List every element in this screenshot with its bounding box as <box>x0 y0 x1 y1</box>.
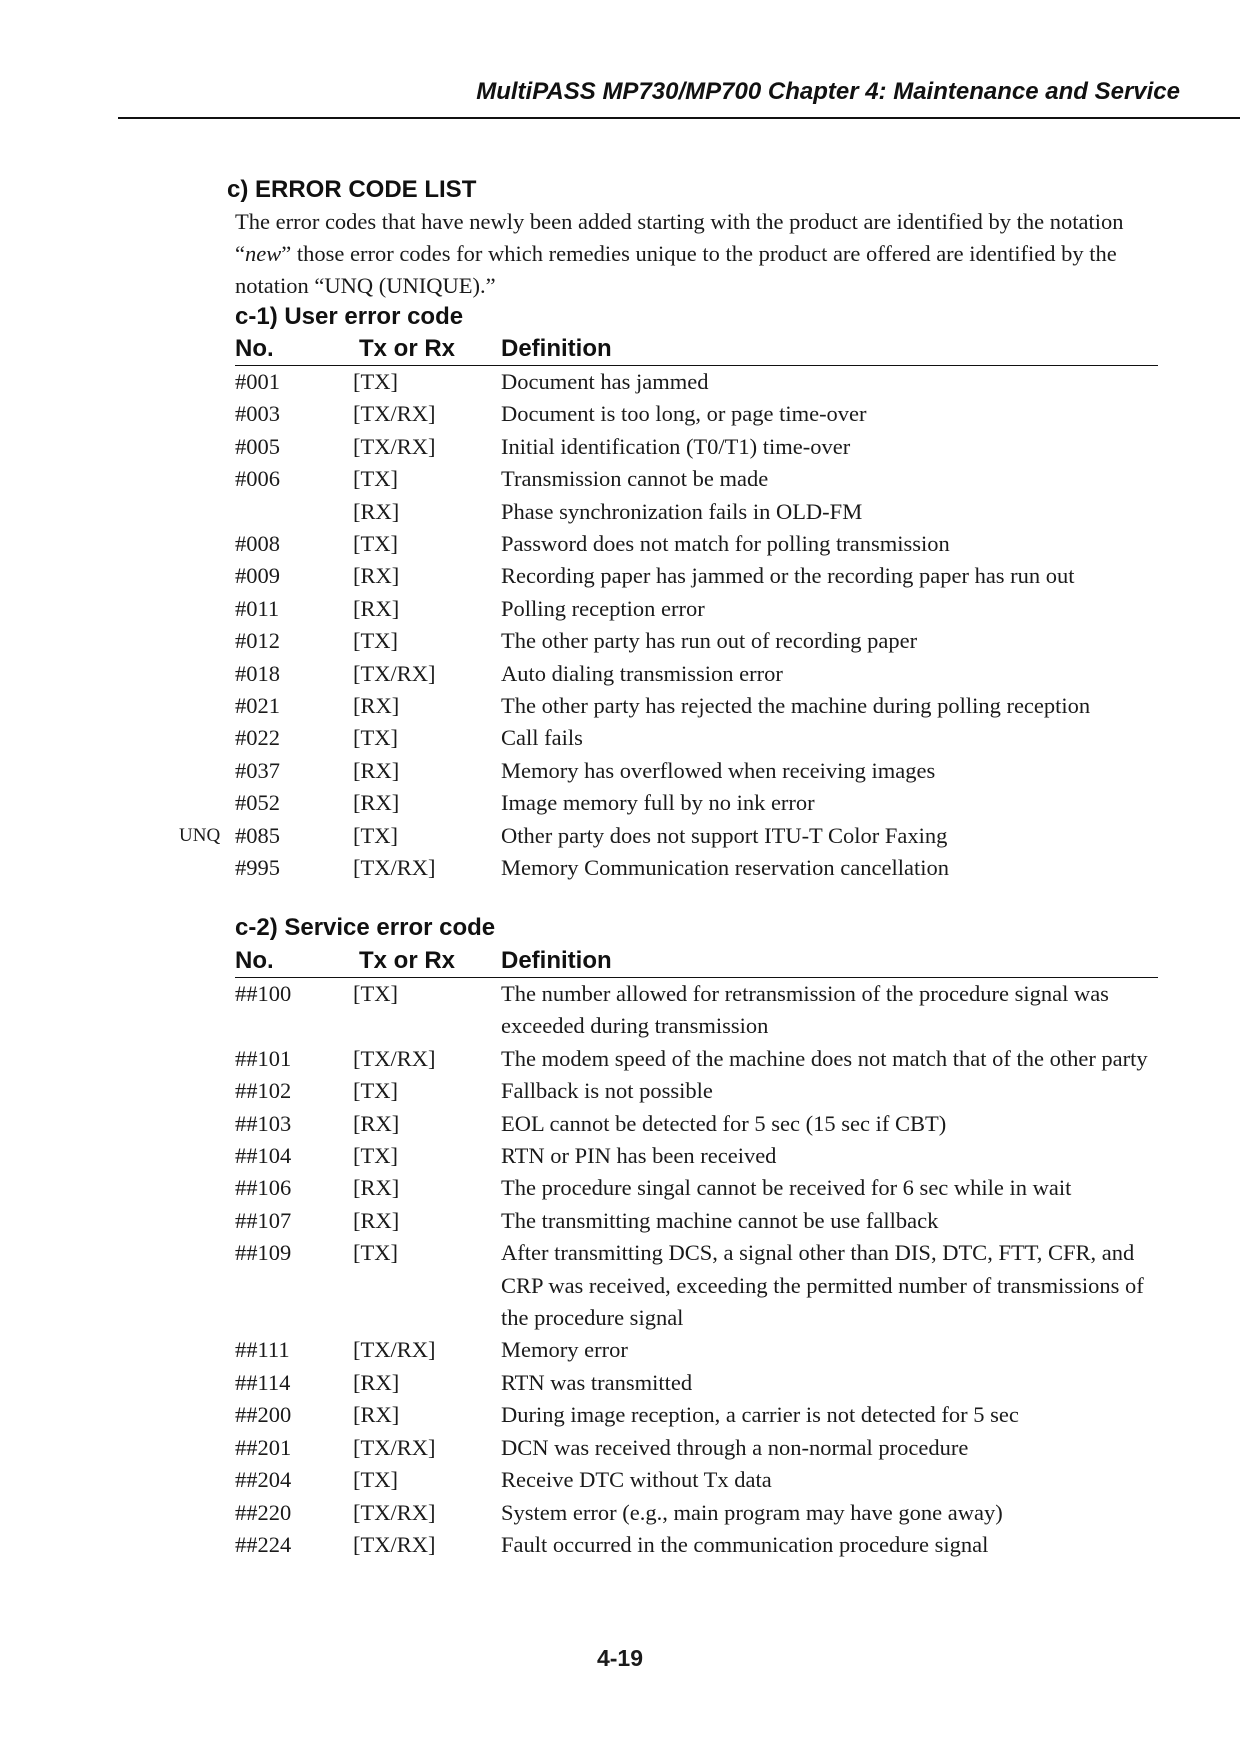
error-code: #012 <box>235 628 280 654</box>
error-definition: The other party has run out of recording paper <box>501 628 918 654</box>
table-row <box>235 1237 1158 1334</box>
error-code: #011 <box>235 595 280 621</box>
intro-text-end: ” those error codes for which remedies unique to the product are offered are identified by the notation “UNQ (UNIQUE).” <box>235 241 1117 298</box>
page-number: 4-19 <box>596 1645 644 1671</box>
table-row <box>235 852 1158 884</box>
table-row <box>235 978 1158 1043</box>
error-definition: EOL cannot be detected for 5 sec (15 sec if CBT) <box>501 1110 947 1136</box>
tx-rx-value: [RX] <box>353 1207 400 1233</box>
error-code: ##100 <box>235 981 292 1006</box>
tx-rx-value: [RX] <box>353 790 400 816</box>
error-code: ##114 <box>235 1369 291 1395</box>
error-definition: The number allowed for retransmission of the procedure signal was exceeded during transmission <box>501 981 1109 1039</box>
user-error-heading: c-1) User error code <box>235 303 464 330</box>
table-row <box>235 1432 1158 1464</box>
tx-rx-value: [TX] <box>353 369 398 394</box>
error-definition: RTN was transmitted <box>501 1369 693 1395</box>
error-definition: System error (e.g., main program may have gone away) <box>501 1499 1003 1525</box>
error-definition: The procedure singal cannot be received for 6 sec while in wait <box>501 1175 1072 1201</box>
table-row <box>235 593 1158 625</box>
table-row <box>235 463 1158 495</box>
error-definition: The modem speed of the machine does not match that of the other party <box>501 1045 1148 1071</box>
table-row <box>235 398 1158 430</box>
error-code: ##107 <box>235 1207 292 1233</box>
table-row <box>235 722 1158 754</box>
table-row <box>235 787 1158 819</box>
table-row <box>235 1399 1158 1431</box>
error-definition: The transmitting machine cannot be use fallback <box>501 1207 939 1233</box>
error-definition: During image reception, a carrier is not detected for 5 sec <box>501 1402 1019 1428</box>
error-definition: Memory has overflowed when receiving images <box>501 757 936 783</box>
column-header-definition: Definition <box>501 335 612 362</box>
table-row <box>235 496 1158 528</box>
error-definition: Recording paper has jammed or the recording paper has run out <box>501 563 1075 589</box>
tx-rx-value: [TX/RX] <box>353 1337 436 1363</box>
error-code: ##106 <box>235 1175 292 1201</box>
error-code: ##220 <box>235 1499 292 1525</box>
error-code: ##104 <box>235 1143 292 1169</box>
error-code: #009 <box>235 563 280 589</box>
error-code: ##200 <box>235 1402 292 1428</box>
table-row <box>235 1108 1158 1140</box>
table-row <box>235 1205 1158 1237</box>
error-definition: Phase synchronization fails in OLD-FM <box>501 498 863 524</box>
tx-rx-value: [TX] <box>353 466 398 492</box>
section-heading: c) ERROR CODE LIST <box>227 176 477 203</box>
header-divider <box>118 117 1240 119</box>
error-definition: Auto dialing transmission error <box>501 660 783 686</box>
tx-rx-value: [RX] <box>353 1402 400 1428</box>
row-marker: UNQ <box>179 824 221 846</box>
error-code: ##109 <box>235 1240 292 1266</box>
tx-rx-value: [RX] <box>353 757 400 783</box>
error-code: ##224 <box>235 1531 292 1557</box>
error-definition: RTN or PIN has been received <box>501 1143 777 1169</box>
tx-rx-value: [TX/RX] <box>353 1045 436 1071</box>
user-error-table-header <box>235 333 1158 366</box>
service-error-rows <box>235 978 1158 1561</box>
error-definition: Polling reception error <box>501 595 705 621</box>
intro-new-term: new <box>245 241 282 266</box>
service-error-table-header <box>235 945 1158 978</box>
tx-rx-value: [TX/RX] <box>353 1499 436 1525</box>
tx-rx-value: [TX] <box>353 1143 398 1169</box>
error-code: ##102 <box>235 1078 292 1104</box>
error-code: #085 <box>235 822 280 848</box>
tx-rx-value: [RX] <box>353 1369 400 1395</box>
error-code: ##201 <box>235 1434 292 1460</box>
error-definition: The other party has rejected the machine during polling reception <box>501 693 1091 719</box>
tx-rx-value: [TX] <box>353 725 398 751</box>
error-code: #037 <box>235 757 280 783</box>
tx-rx-value: [TX] <box>353 1240 398 1266</box>
error-code: ##103 <box>235 1110 292 1136</box>
tx-rx-value: [TX/RX] <box>353 1531 436 1557</box>
tx-rx-value: [TX/RX] <box>353 1434 436 1460</box>
table-row <box>235 690 1158 722</box>
tx-rx-value: [TX] <box>353 531 398 557</box>
error-code: #003 <box>235 401 280 427</box>
table-row <box>235 560 1158 592</box>
table-row <box>235 528 1158 560</box>
column-header-no: No. <box>235 335 274 362</box>
error-definition: Password does not match for polling transmission <box>501 531 950 557</box>
error-definition: Fallback is not possible <box>501 1078 713 1104</box>
error-definition: Document is too long, or page time-over <box>501 401 867 427</box>
intro-paragraph <box>235 206 1165 302</box>
user-error-rows <box>179 366 1158 885</box>
table-row <box>235 1172 1158 1204</box>
column-header-no: No. <box>235 947 274 974</box>
column-header-definition: Definition <box>501 947 612 974</box>
table-row <box>235 625 1158 657</box>
table-row <box>235 1464 1158 1496</box>
table-row <box>235 755 1158 787</box>
error-definition: After transmitting DCS, a signal other than DIS, DTC, FTT, CFR, and CRP was received, exceeding the permitted number of transmissions of the procedure signal <box>501 1240 1144 1331</box>
intro-text-start: The error codes that have newly been added starting with the product are identified by the notation “ <box>235 209 1124 266</box>
error-definition: DCN was received through a non-normal procedure <box>501 1434 969 1460</box>
tx-rx-value: [RX] <box>353 563 400 589</box>
tx-rx-value: [TX] <box>353 981 398 1006</box>
error-definition: Document has jammed <box>501 369 709 394</box>
table-row <box>235 1497 1158 1529</box>
error-definition: Memory error <box>501 1337 628 1363</box>
column-header-tx-rx: Tx or Rx <box>359 335 456 362</box>
error-code: #052 <box>235 790 280 816</box>
table-row <box>179 820 1158 852</box>
table-row <box>235 1367 1158 1399</box>
table-row <box>235 366 1158 398</box>
error-code: #005 <box>235 433 280 459</box>
tx-rx-value: [TX/RX] <box>353 660 436 686</box>
running-header-title: MultiPASS MP730/MP700 Chapter 4: Maintenance and Service <box>476 78 1180 105</box>
tx-rx-value: [TX] <box>353 628 398 654</box>
tx-rx-value: [TX/RX] <box>353 433 436 459</box>
service-error-table <box>235 945 1158 1561</box>
error-definition: Initial identification (T0/T1) time-over <box>501 433 851 459</box>
error-code: #022 <box>235 725 280 751</box>
error-code: ##204 <box>235 1467 292 1493</box>
table-row <box>235 658 1158 690</box>
error-code: #995 <box>235 855 280 881</box>
tx-rx-value: [RX] <box>353 693 400 719</box>
error-code: ##111 <box>235 1337 290 1363</box>
error-definition: Call fails <box>501 725 583 751</box>
error-definition: Transmission cannot be made <box>501 466 769 492</box>
error-code: #001 <box>235 369 280 394</box>
table-row <box>235 431 1158 463</box>
error-code: #021 <box>235 693 280 719</box>
tx-rx-value: [RX] <box>353 498 400 524</box>
user-error-table <box>179 333 1158 885</box>
error-definition: Image memory full by no ink error <box>501 790 815 816</box>
service-error-heading: c-2) Service error code <box>235 914 496 941</box>
error-definition: Receive DTC without Tx data <box>501 1467 772 1493</box>
column-header-tx-rx: Tx or Rx <box>359 947 456 974</box>
error-code: ##101 <box>235 1045 292 1071</box>
table-row <box>235 1140 1158 1172</box>
tx-rx-value: [TX] <box>353 1467 398 1493</box>
table-row <box>235 1529 1158 1561</box>
error-code: #006 <box>235 466 280 492</box>
table-row <box>235 1334 1158 1366</box>
error-definition: Other party does not support ITU-T Color Faxing <box>501 822 948 848</box>
table-row <box>235 1075 1158 1107</box>
tx-rx-value: [TX/RX] <box>353 855 436 881</box>
error-definition: Fault occurred in the communication procedure signal <box>501 1531 989 1557</box>
tx-rx-value: [RX] <box>353 595 400 621</box>
tx-rx-value: [RX] <box>353 1110 400 1136</box>
tx-rx-value: [TX] <box>353 1078 398 1104</box>
error-code: #008 <box>235 531 280 557</box>
tx-rx-value: [RX] <box>353 1175 400 1201</box>
table-row <box>235 1043 1158 1075</box>
error-definition: Memory Communication reservation cancellation <box>501 855 949 881</box>
tx-rx-value: [TX] <box>353 822 398 848</box>
tx-rx-value: [TX/RX] <box>353 401 436 427</box>
error-code: #018 <box>235 660 280 686</box>
